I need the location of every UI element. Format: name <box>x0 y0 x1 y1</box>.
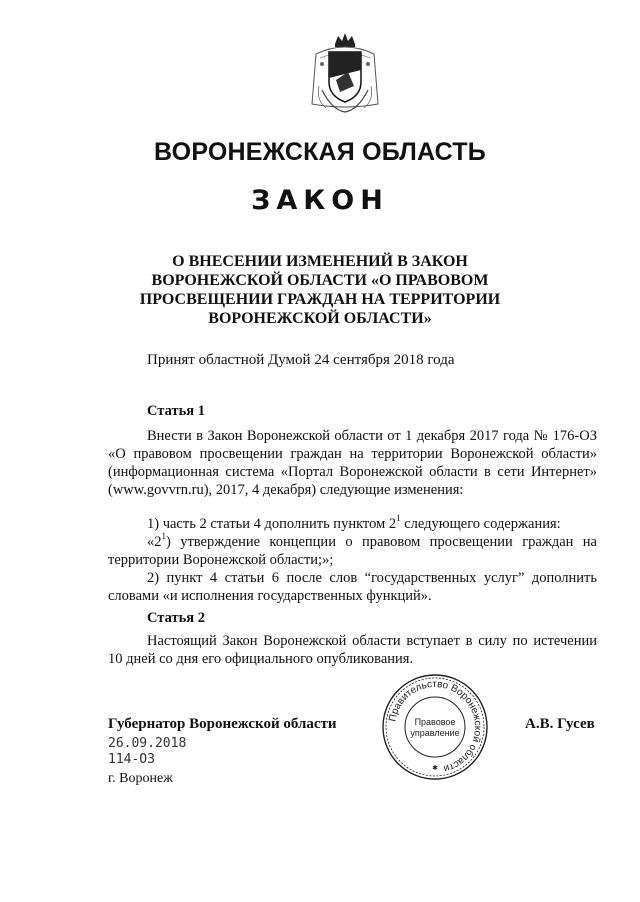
article-2-heading: Статья 2 <box>147 610 205 626</box>
article-2-text: Настоящий Закон Воронежской области вступает в силу по истечении 10 дней со дня его официального опубликования. <box>108 633 597 667</box>
law-number: 114-ОЗ <box>108 752 155 767</box>
article-1-heading: Статья 1 <box>147 403 205 419</box>
article-1-item-2: 2) пункт 4 статьи 6 после слов “государственных услуг” дополнить словами «и исполнения государственных функций». <box>108 570 597 604</box>
seal-ring-text: Правительство Воронежской области <box>387 678 484 774</box>
document-type: ЗАКОН <box>251 185 389 216</box>
signer-name: А.В. Гусев <box>525 716 595 732</box>
seal-inner-line-2: управление <box>410 728 460 738</box>
region-name: ВОРОНЕЖСКАЯ ОБЛАСТЬ <box>154 138 486 166</box>
governor-title: Губернатор Воронежской области <box>108 716 337 732</box>
article-1-item-1-quote <box>108 533 597 569</box>
law-title-line: ВОРОНЕЖСКОЙ ОБЛАСТИ» <box>208 310 432 327</box>
law-title-line: О ВНЕСЕНИИ ИЗМЕНЕНИЙ В ЗАКОН <box>172 253 468 270</box>
article-1-item-1 <box>108 515 597 533</box>
coat-of-arms-emblem <box>302 30 388 118</box>
quote-open: «2 <box>147 534 162 550</box>
city-name: г. Воронеж <box>108 771 173 786</box>
law-title <box>100 252 540 328</box>
official-seal-stamp <box>380 672 490 782</box>
quote-text: ) утверждение концепции о правовом просвещении граждан на территории Воронежской области;»; <box>108 534 597 568</box>
adoption-note: Принят областной Думой 24 сентября 2018 года <box>147 352 455 368</box>
registration-date: 26.09.2018 <box>108 736 187 751</box>
item-1-text: 1) часть 2 статьи 4 дополнить пунктом 2 <box>147 516 397 532</box>
seal-inner-line-1: Правовое <box>414 717 456 727</box>
law-title-line: ПРОСВЕЩЕНИИ ГРАЖДАН НА ТЕРРИТОРИИ <box>139 291 501 308</box>
seal-star-icon: ✱ <box>432 764 438 772</box>
item-1-text-end: следующего содержания: <box>400 516 561 532</box>
item-1-superscript: 1 <box>396 513 401 524</box>
law-title-line: ВОРОНЕЖСКОЙ ОБЛАСТИ «О ПРАВОВОМ <box>151 272 489 289</box>
quote-superscript: 1 <box>161 531 166 542</box>
article-1-intro: Внести в Закон Воронежской области от 1 декабря 2017 года № 176-ОЗ «О правовом просвещении граждан на территории Воронежской области» (информационная система «Портал Воронежской области в сети Интернет» (www.govvrn.ru), 2017, 4 декабря) следующие изменения: <box>108 428 597 498</box>
